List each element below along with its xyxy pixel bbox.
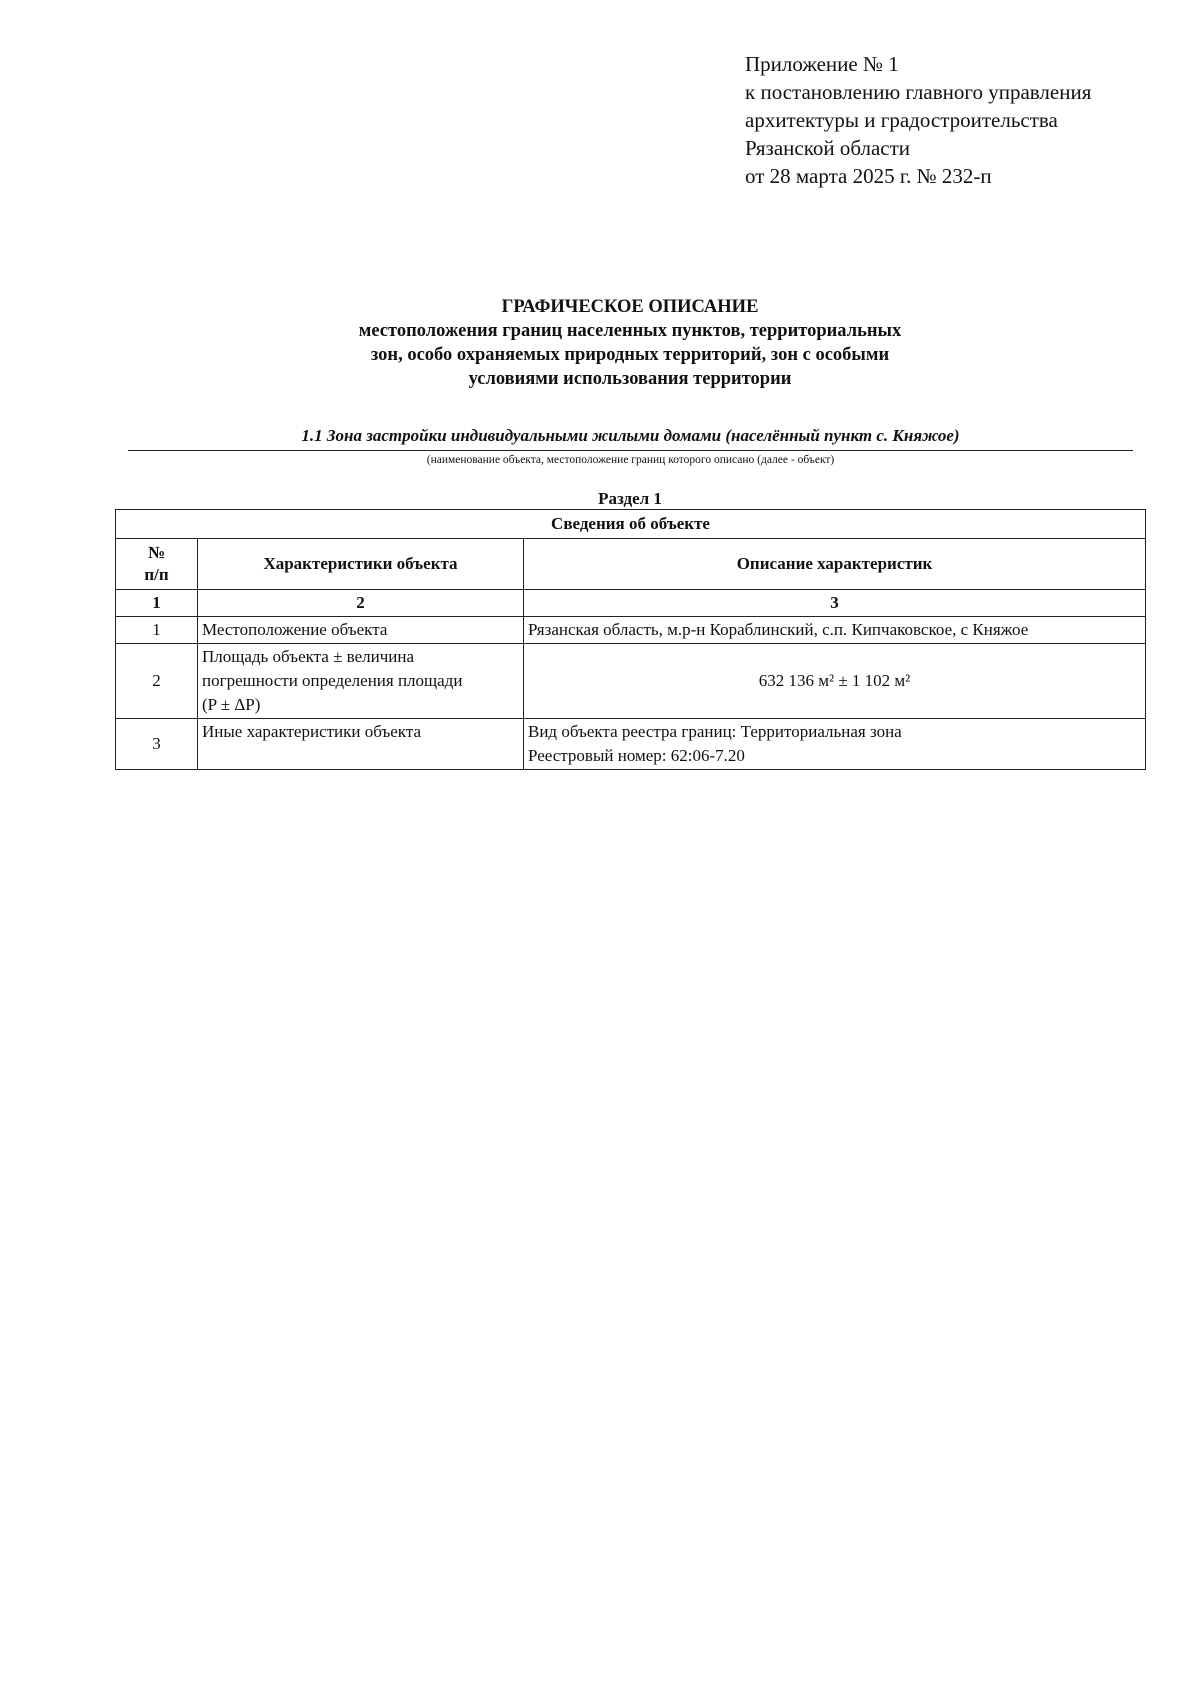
object-info-table xyxy=(115,509,1146,770)
column-index: 2 xyxy=(198,590,524,617)
row-characteristic: Местоположение объекта xyxy=(198,617,524,644)
row-description xyxy=(524,719,1146,770)
table-row xyxy=(116,719,1146,770)
row-characteristic-line: (P ± ΔP) xyxy=(202,695,261,714)
row-characteristic: Иные характеристики объекта xyxy=(198,719,524,770)
appendix-header xyxy=(745,50,1175,190)
appendix-line: к постановлению главного управления xyxy=(745,80,1092,104)
row-description-line: Вид объекта реестра границ: Территориальная зона xyxy=(528,722,902,741)
row-description-line: Реестровый номер: 62:06-7.20 xyxy=(528,746,745,765)
object-caption: (наименование объекта, местоположение границ которого описано (далее - объект) xyxy=(426,454,835,466)
table-row xyxy=(116,644,1146,719)
object-name: 1.1 Зона застройки индивидуальными жилыми домами (населённый пункт с. Княжое) xyxy=(128,424,1133,451)
row-description: 632 136 м² ± 1 102 м² xyxy=(524,644,1146,719)
column-index-row xyxy=(116,590,1146,617)
table-title: Сведения об объекте xyxy=(116,510,1146,539)
appendix-line: Приложение № 1 xyxy=(745,52,899,76)
section-label: Раздел 1 xyxy=(598,489,662,508)
title-line: зон, особо охраняемых природных территорий, зон с особыми xyxy=(370,345,890,365)
appendix-line: архитектуры и градостроительства xyxy=(745,108,1058,132)
header-characteristic: Характеристики объекта xyxy=(198,539,524,590)
row-description: Рязанская область, м.р-н Кораблинский, с.п. Кипчаковское, с Княжое xyxy=(524,617,1146,644)
table-row xyxy=(116,617,1146,644)
title-line: местоположения границ населенных пунктов, территориальных xyxy=(358,321,902,341)
header-description: Описание характеристик xyxy=(524,539,1146,590)
row-num: 2 xyxy=(116,644,198,719)
title-line: условиями использования территории xyxy=(468,369,792,389)
header-num-line2: п/п xyxy=(144,565,169,584)
title-main: ГРАФИЧЕСКОЕ ОПИСАНИЕ xyxy=(501,297,759,317)
row-characteristic-line: Площадь объекта ± величина xyxy=(202,647,415,666)
appendix-line: Рязанской области xyxy=(745,136,911,160)
document-title xyxy=(120,295,1140,391)
row-num: 1 xyxy=(116,617,198,644)
column-index: 1 xyxy=(116,590,198,617)
column-index: 3 xyxy=(524,590,1146,617)
row-num: 3 xyxy=(116,719,198,770)
appendix-line: от 28 марта 2025 г. № 232-п xyxy=(745,164,992,188)
row-characteristic xyxy=(198,644,524,719)
header-num xyxy=(116,539,198,590)
header-num-line1: № xyxy=(147,543,166,562)
row-characteristic-line: погрешности определения площади xyxy=(202,671,463,690)
